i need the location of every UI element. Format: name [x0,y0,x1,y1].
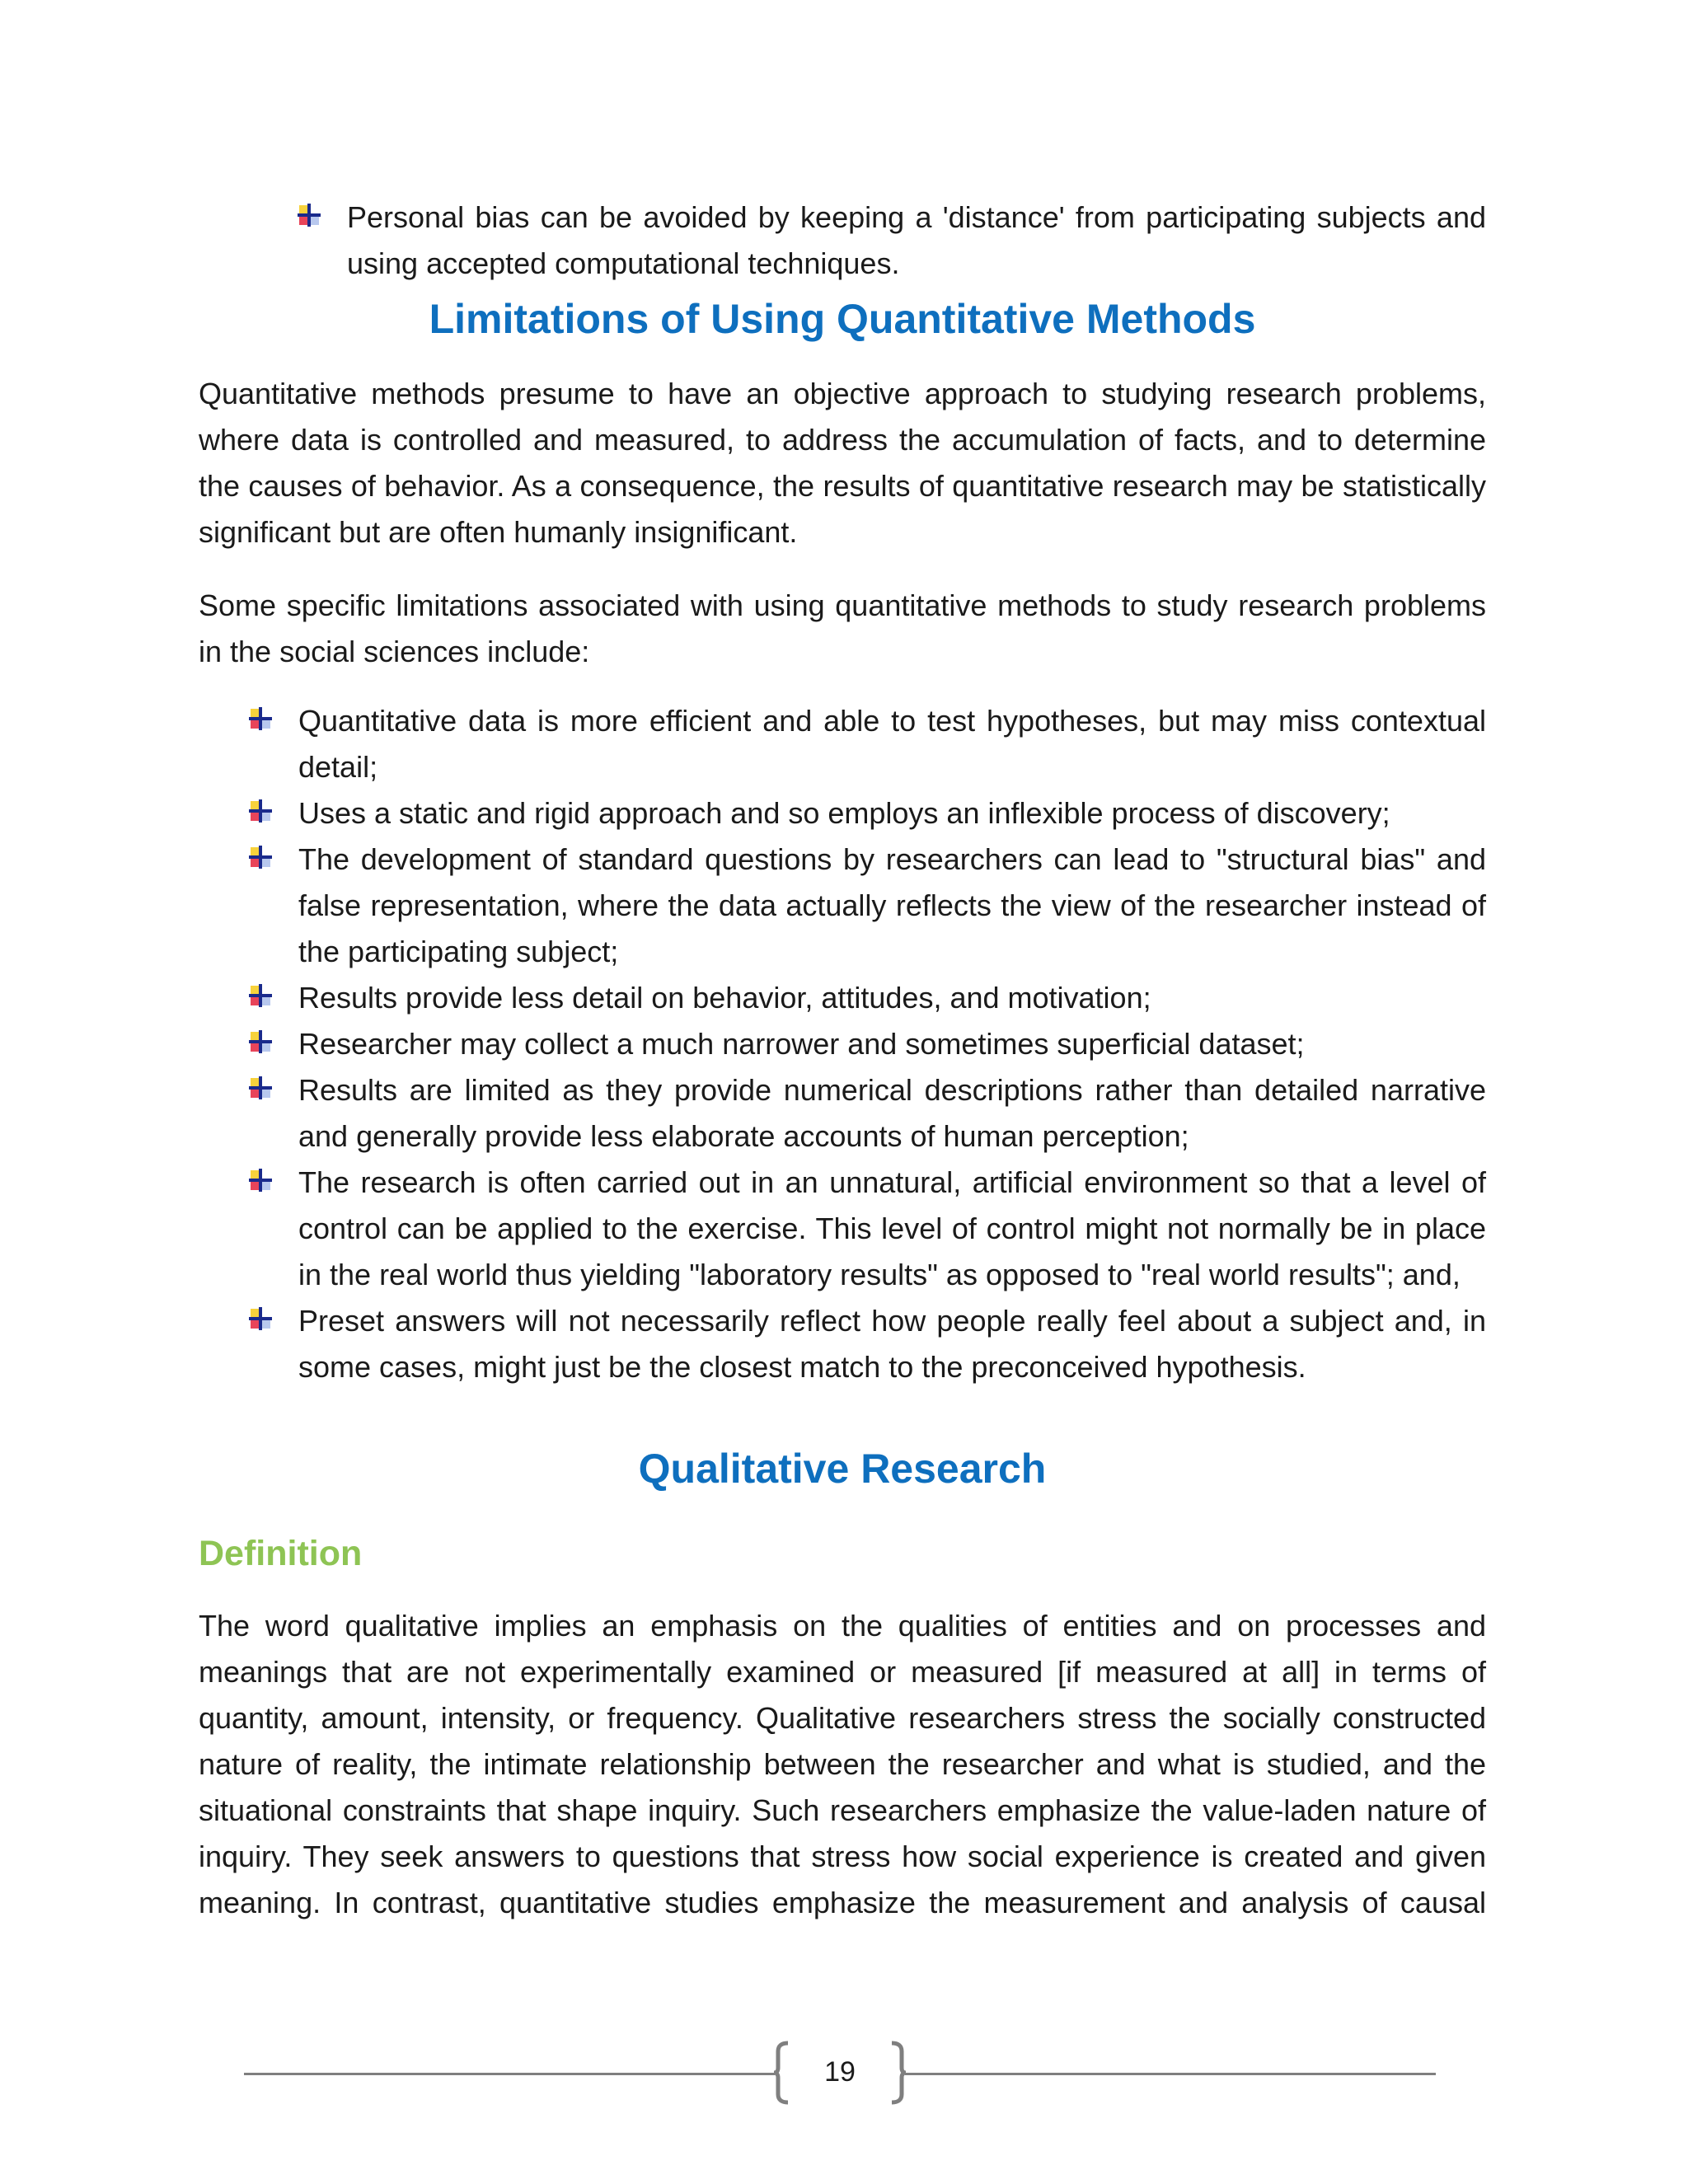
bullet-text: Researcher may collect a much narrower and sometimes superficial dataset; [298,1027,1305,1061]
limitations-paragraph-2: Some specific limitations associated with using quantitative methods to study research problems in the social sciences include: [199,588,1486,668]
list-item [248,1067,1486,1160]
bullet-text: Quantitative data is more efficient and able to test hypotheses, but may miss contextual detail; [298,704,1486,784]
bullet-text: Results are limited as they provide numerical descriptions rather than detailed narrative and generally provide less elaborate accounts of human perception; [298,1073,1486,1153]
definition-subheading: Definition [199,1534,363,1573]
list-item [248,698,1486,790]
left-bracket-icon [771,2040,791,2106]
list-item [248,837,1486,975]
plus-bullet-icon [248,799,273,823]
limitations-bullet-list [248,698,1486,1390]
definition-paragraph: The word qualitative implies an emphasis on the qualities of entities and on processes and meanings that are not experimentally examined or measured [if measured at all] in terms of quantity, amount, intensity, or frequency. Qualitative researchers stress the socially constructed nature of reality, the intimate relationship between the researcher and what is studied, and the situational constraints that shape inquiry. Such researchers emphasize the value-laden nature of inquiry. They seek answers to questions that stress how social experience is created and given meaning. In contrast, quantitative studies emphasize the measurement and analysis of causal [199,1609,1486,1919]
page-content [199,194,1486,1926]
plus-bullet-icon [248,1168,273,1193]
list-item [297,194,1486,287]
top-bullet-list [297,194,1486,287]
bullet-text: The research is often carried out in an unnatural, artificial environment so that a level of control can be applied to the exercise. This level of control might not normally be in place in the real world thus yielding "laboratory results" as opposed to "real world results"; and, [298,1165,1486,1291]
plus-bullet-icon [248,845,273,869]
bullet-text: Uses a static and rigid approach and so employs an inflexible process of discovery; [298,796,1390,830]
plus-bullet-icon [297,203,321,227]
list-item [248,975,1486,1021]
plus-bullet-icon [248,983,273,1008]
plus-bullet-icon [248,706,273,731]
bullet-text: The development of standard questions by researchers can lead to "structural bias" and false representation, where the data actually reflects the view of the researcher instead of the participating subject; [298,842,1486,968]
bullet-text: Personal bias can be avoided by keeping a 'distance' from participating subjects and using accepted computational techniques. [347,200,1486,280]
bullet-text: Results provide less detail on behavior, attitudes, and motivation; [298,981,1151,1015]
footer-rule-left [244,2073,775,2075]
plus-bullet-icon [248,1029,273,1054]
list-item [248,1298,1486,1390]
limitations-heading: Limitations of Using Quantitative Methods [429,296,1256,342]
bullet-text: Preset answers will not necessarily reflect how people really feel about a subject and, in some cases, might just be the closest match to the preconceived hypothesis. [298,1304,1486,1384]
page-footer [244,2040,1436,2106]
qualitative-heading: Qualitative Research [638,1446,1047,1492]
list-item [248,1160,1486,1298]
footer-rule-right [905,2073,1436,2075]
plus-bullet-icon [248,1076,273,1100]
plus-bullet-icon [248,1306,273,1331]
list-item [248,790,1486,837]
page-number: 19 [824,2056,856,2088]
list-item [248,1021,1486,1067]
limitations-paragraph-1: Quantitative methods presume to have an objective approach to studying research problems, where data is controlled and measured, to address the accumulation of facts, and to determine the causes of behavior. As a consequence, the results of quantitative research may be statistically significant but are often humanly insignificant. [199,377,1486,549]
